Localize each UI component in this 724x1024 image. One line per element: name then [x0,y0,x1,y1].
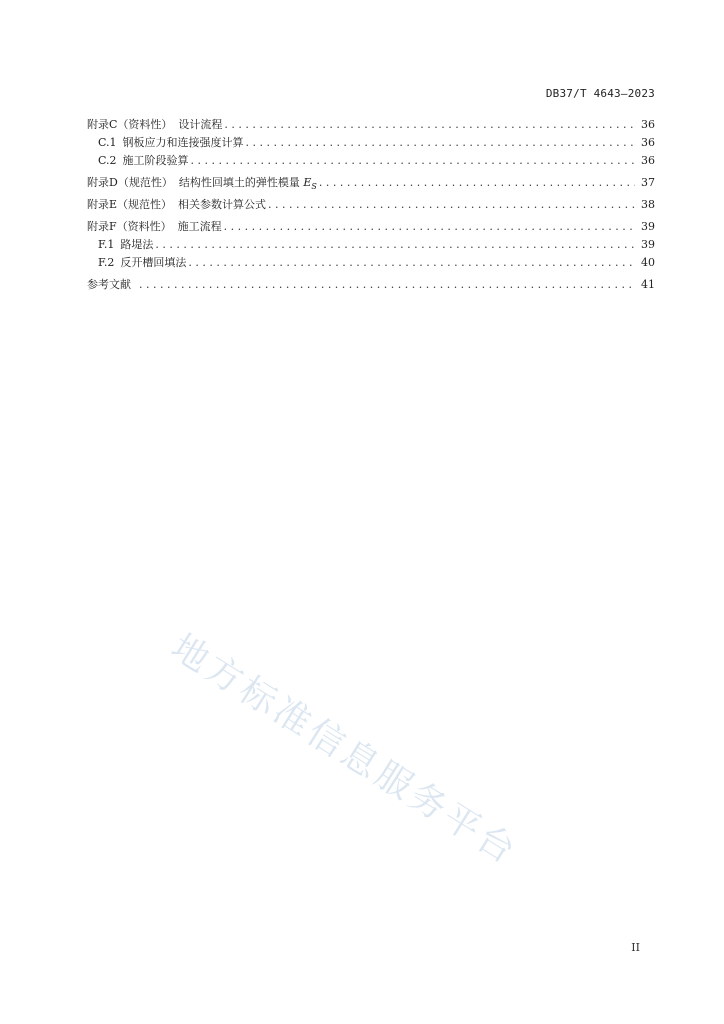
toc-entry-title: 施工流程 [177,220,222,233]
toc-entry-title: 相关参数计算公式 [178,198,267,211]
toc-page-number: 38 [641,198,655,211]
toc-entry-number: C.2 [98,154,117,167]
toc-entry-number: F.1 [98,238,115,251]
toc-entry-f2[interactable] [87,254,655,272]
footer-page-number: II [631,941,640,954]
toc-entry-number: 附录E（规范性） [87,198,173,211]
toc-dot-leader [191,152,635,170]
toc-entry-references[interactable] [87,276,655,294]
toc-entry-number: C.1 [98,136,117,149]
toc-entry-appendix-d[interactable] [87,174,655,192]
toc-dot-leader [246,134,635,152]
toc-dot-leader [188,254,635,272]
table-of-contents [87,116,655,294]
toc-page-number: 39 [641,220,655,233]
toc-entry-title: 施工阶段验算 [122,154,189,167]
toc-dot-leader [155,236,635,254]
toc-entry-f1[interactable] [87,236,655,254]
toc-dot-leader [319,174,635,192]
toc-entry-title: 反开槽回填法 [120,256,187,269]
toc-entry-c1[interactable] [87,134,655,152]
toc-page-number: 40 [641,256,655,269]
elastic-modulus-symbol: E [303,176,312,189]
toc-page-number: 41 [641,278,655,291]
toc-entry-appendix-c[interactable] [87,116,655,134]
toc-entry-number: F.2 [98,256,115,269]
toc-entry-number: 附录C（资料性） [87,118,173,131]
toc-entry-title-text: 结构性回填土的弹性模量 [178,176,300,189]
toc-dot-leader [139,276,635,294]
toc-page-number: 37 [641,176,655,189]
document-code: DB37/T 4643—2023 [545,87,655,100]
watermark-text: 地方标准信息服务平台 [164,626,525,874]
toc-entry-number: 参考文献 [87,278,131,291]
toc-entry-number: 附录D（规范性） [87,176,173,189]
toc-entry-number: 附录F（资料性） [87,220,172,233]
toc-page-number: 36 [641,154,655,167]
toc-entry-appendix-e[interactable] [87,196,655,214]
toc-dot-leader [224,218,635,236]
toc-entry-title: 设计流程 [178,118,223,131]
toc-page-number: 36 [641,136,655,149]
toc-entry-c2[interactable] [87,152,655,170]
toc-dot-leader [224,116,635,134]
toc-entry-title: 路堤法 [120,238,154,251]
toc-entry-appendix-f[interactable] [87,218,655,236]
toc-entry-title [179,174,319,196]
toc-entry-title: 钢板应力和连接强度计算 [122,136,244,149]
elastic-modulus-subscript: S [311,182,317,192]
toc-page-number: 36 [641,118,655,131]
toc-dot-leader [268,196,635,214]
toc-page-number: 39 [641,238,655,251]
